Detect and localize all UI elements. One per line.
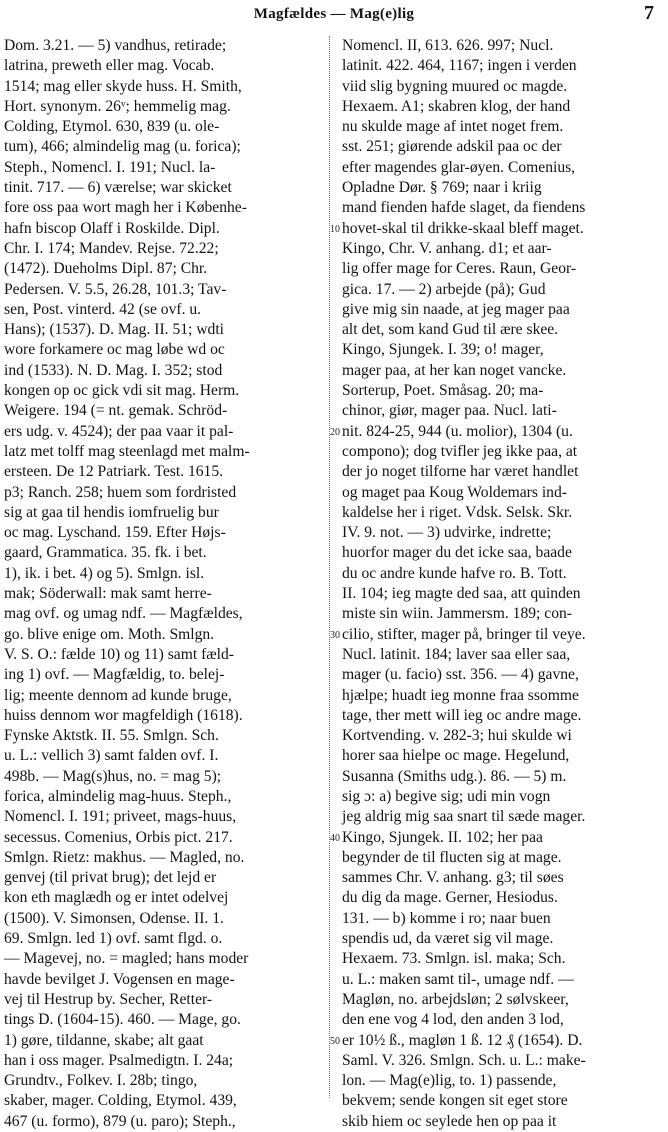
text-line: kon eth maglædh og er intet odelvej [4, 889, 229, 907]
text-line: 498b. — Mag(s)hus, no. = mag 5); [4, 767, 222, 785]
text-line: skaber, mager. Colding, Etymol. 439, [4, 1092, 237, 1110]
text-line: bekvem; sende kongen sit eget store [342, 1092, 568, 1110]
text-line: Hexaem. A1; skabren klog, der hand [342, 97, 571, 115]
text-line: forica, almindelig mag-huus. Steph., [4, 787, 232, 805]
text-line: fore oss paa wort magh her i Københe- [4, 199, 247, 217]
text-line: cilio, stifter, mager på, bringer til veye. [342, 625, 586, 643]
text-line: sst. 251; giørende adskil paa oc der [342, 138, 562, 156]
text-line: Kortvending. v. 282-3; hui skulde wi [342, 727, 572, 745]
text-line: Weigere. 194 (= nt. gemak. Schröd- [4, 402, 228, 420]
text-line: Nucl. latinit. 184; laver saa eller saa, [342, 645, 571, 663]
text-line: oc mag. Lyschand. 159. Efter Højs- [4, 524, 226, 542]
text-line: Grundtv., Folkev. I. 28b; tingo, [4, 1072, 198, 1090]
text-line: begynder de til flucten sig at mage. [342, 848, 562, 866]
text-line: ersteen. De 12 Patriark. Test. 1615. [4, 463, 224, 481]
text-line: give mig sin naade, at jeg mager paa [342, 300, 570, 318]
text-line: gica. 17. — 2) arbejde (på); Gud [342, 280, 546, 298]
text-line: Opladne Dør. § 769; naar i kriig [342, 179, 542, 197]
text-line: Colding, Etymol. 630, 839 (u. ole- [4, 118, 220, 136]
text-line: chinor, giør, mager paa. Nucl. lati- [342, 402, 557, 420]
text-line: tinit. 717. — 6) værelse; war skicket [4, 179, 232, 197]
text-line: Kingo, Chr. V. anhang. d1; et aar- [342, 239, 552, 257]
text-line: tum), 466; almindelig mag (u. forica); [4, 138, 241, 156]
text-line: p3; Ranch. 258; huem som fordristed [4, 483, 237, 501]
text-line: Steph., Nomencl. I. 191; Nucl. la- [4, 158, 216, 176]
text-line: du dig da mage. Gerner, Hesiodus. [342, 889, 558, 907]
text-line: V. S. O.: fælde 10) og 11) samt fæld- [4, 645, 234, 663]
text-line: 1), ik. i bet. 4) og 5). Smlgn. isl. [4, 564, 205, 582]
text-line: og maget paa Koug Woldemars ind- [342, 483, 567, 501]
text-line: huiss dennom wor magfeldigh (1618). [4, 706, 243, 724]
text-line: 1) gøre, tildanne, skabe; alt gaat [4, 1031, 204, 1049]
text-line: han i oss mager. Psalmedigtn. I. 24a; [4, 1051, 234, 1069]
text-line: ind (1533). N. D. Mag. I. 352; stod [4, 361, 223, 379]
text-line: Chr. I. 174; Mandev. Rejse. 72.22; [4, 239, 219, 257]
text-line: er 10½ ß., magløn 1 ß. 12 ₰ (1654). D. [342, 1031, 583, 1049]
text-line: latz met tolff mag steenlagd met malm- [4, 442, 250, 460]
text-line: efter magendes glar-øyen. Comenius, [342, 158, 576, 176]
running-head: Magfældes — Mag(e)lig [253, 6, 415, 22]
text-line: compono); dog tvifler jeg ikke paa, at [342, 442, 578, 460]
line-number: 40 [330, 832, 340, 844]
text-line: hjælpe; huadt ieg monne fraa ssomme [342, 686, 579, 704]
text-line: Hans); (1537). D. Mag. II. 51; wdti [4, 321, 225, 339]
text-line: gaard, Grammatica. 35. fk. i bet. [4, 544, 207, 562]
text-line: wore forkamere oc mag løbe wd oc [4, 341, 225, 359]
text-line: Hort. synonym. 26ᵛ; hemmelig mag. [4, 97, 231, 115]
text-line: 131. — b) komme i ro; naar buen [342, 909, 551, 927]
text-line: Hexaem. 73. Smlgn. isl. maka; Sch. [342, 950, 566, 968]
right-column [342, 36, 660, 1130]
text-line: latrina, preweth eller mag. Vocab. [4, 57, 215, 75]
text-line: sammes Chr. V. anhang. g3; til søes [342, 869, 564, 887]
text-line: u. L.: vellich 3) samt falden ovf. I. [4, 747, 219, 765]
text-line: kongen op oc gick vdi sit mag. Herm. [4, 382, 240, 400]
text-line: ing 1) ovf. — Magfældig, to. belej- [4, 666, 225, 684]
text-line: sig at gaa til hendis iomfruelig bur [4, 503, 219, 521]
text-line: ers udg. v. 4524); der paa vaar it pal- [4, 422, 234, 440]
text-line: IV. 9. not. — 3) udvirke, indrette; [342, 524, 552, 542]
text-line: jeg aldrig mig saa snart til sæde mager. [342, 808, 586, 826]
text-line: sen, Post. vinterd. 42 (se ovf. u. [4, 300, 202, 318]
text-line: hafn biscop Olaff i Roskilde. Dipl. [4, 219, 220, 237]
text-line: Saml. V. 326. Smlgn. Sch. u. L.: make- [342, 1051, 586, 1069]
text-line: hovet-skal til drikke-skaal bleff maget. [342, 219, 584, 237]
line-number: 50 [330, 1035, 340, 1047]
text-line: horer saa hielpe oc mage. Hegelund, [342, 747, 570, 765]
text-line: sig ɔ: a) begive sig; udi min vogn [342, 787, 551, 805]
text-line: secessus. Comenius, Orbis pict. 217. [4, 828, 233, 846]
text-line: tage, ther mett will ieg oc andre mage. [342, 706, 582, 724]
text-line: den ene vog 4 lod, den anden 3 lod, [342, 1011, 564, 1029]
text-line: lon. — Mag(e)lig, to. 1) passende, [342, 1072, 557, 1090]
text-line: Sorterup, Poet. Småsag. 20; ma- [342, 382, 544, 400]
text-line: alt det, som kand Gud til ære skee. [342, 321, 559, 339]
text-line: 1514; mag eller skyde huss. H. Smith, [4, 77, 242, 95]
line-number: 20 [330, 426, 340, 438]
text-line: kaldelse her i riget. Vdsk. Selsk. Skr. [342, 503, 573, 521]
text-line: du oc andre kunde hafve ro. B. Tott. [342, 564, 567, 582]
text-line: Fynske Aktstk. II. 55. Smlgn. Sch. [4, 727, 219, 745]
page-number: 7 [644, 2, 654, 24]
text-line: lig; meente dennom ad kunde bruge, [4, 686, 232, 704]
page-header [0, 2, 668, 30]
left-column [4, 36, 304, 1130]
text-line: vej til Hestrup by. Secher, Retter- [4, 990, 213, 1008]
text-line: genvej (til privat brug); det lejd er [4, 869, 217, 887]
text-line: Kingo, Sjungek. II. 102; her paa [342, 828, 543, 846]
text-line: latinit. 422. 464, 1167; ingen i verden [342, 57, 577, 75]
text-line: Dom. 3.21. — 5) vandhus, retirade; [4, 37, 227, 54]
text-line: spendis ud, da været sig vil mage. [342, 930, 554, 948]
text-line: 467 (u. formo), 879 (u. paro); Steph., [4, 1112, 236, 1130]
text-line: — Magevej, no. = magled; hans moder [4, 950, 249, 968]
text-line: Magløn, no. arbejdsløn; 2 sølvskeer, [342, 990, 569, 1008]
text-line: Kingo, Sjungek. I. 39; o! mager, [342, 341, 544, 359]
text-line: der jo noget tilforne har været handlet [342, 463, 579, 481]
text-line: tings D. (1604-15). 460. — Mage, go. [4, 1011, 241, 1029]
text-line: mager (u. facio) sst. 356. — 4) gavne, [342, 666, 579, 684]
line-number: 30 [330, 629, 340, 641]
text-line: mand fienden hafde slaget, da fiendens [342, 199, 586, 217]
text-line: mak; Söderwall: mak samt herre- [4, 585, 212, 603]
text-line: Pedersen. V. 5.5, 26.28, 101.3; Tav- [4, 280, 227, 298]
text-line: II. 104; ieg magte ded saa, att quinden [342, 585, 581, 603]
text-line: Nomencl. I. 191; priveet, mags-huus, [4, 808, 237, 826]
text-line: lig offer mage for Ceres. Raun, Geor- [342, 260, 577, 278]
text-line: go. blive enige om. Moth. Smlgn. [4, 625, 215, 643]
text-line: 69. Smlgn. led 1) ovf. samt flgd. o. [4, 930, 223, 948]
text-line: Nomencl. II, 613. 626. 997; Nucl. [342, 37, 554, 54]
text-line: nit. 824-25, 944 (u. molior), 1304 (u. [342, 422, 573, 440]
text-line: u. L.: maken samt til-, umage ndf. — [342, 970, 574, 988]
text-line: Susanna (Smiths udg.). 86. — 5) m. [342, 767, 567, 785]
text-line: miste sin wiin. Jammersm. 189; con- [342, 605, 572, 623]
text-line: viid slig bygning muured oc magde. [342, 77, 568, 95]
text-line: (1500). V. Simonsen, Odense. II. 1. [4, 909, 224, 927]
line-number: 10 [330, 223, 340, 235]
text-line: (1472). Dueholms Dipl. 87; Chr. [4, 260, 208, 278]
text-line: mag ovf. og umag ndf. — Magfældes, [4, 605, 243, 623]
text-line: huorfor mager du det icke saa, baade [342, 544, 572, 562]
text-line: havde bevilget J. Vogensen en mage- [4, 970, 235, 988]
text-line: Smlgn. Rietz: makhus. — Magled, no. [4, 848, 245, 866]
text-line: skib hiem oc seylede hen op paa it [342, 1112, 557, 1130]
column-divider [329, 36, 330, 1098]
text-line: mager paa, at her kan noget vancke. [342, 361, 567, 379]
text-line: nu skulde mage af intet noget frem. [342, 118, 564, 136]
